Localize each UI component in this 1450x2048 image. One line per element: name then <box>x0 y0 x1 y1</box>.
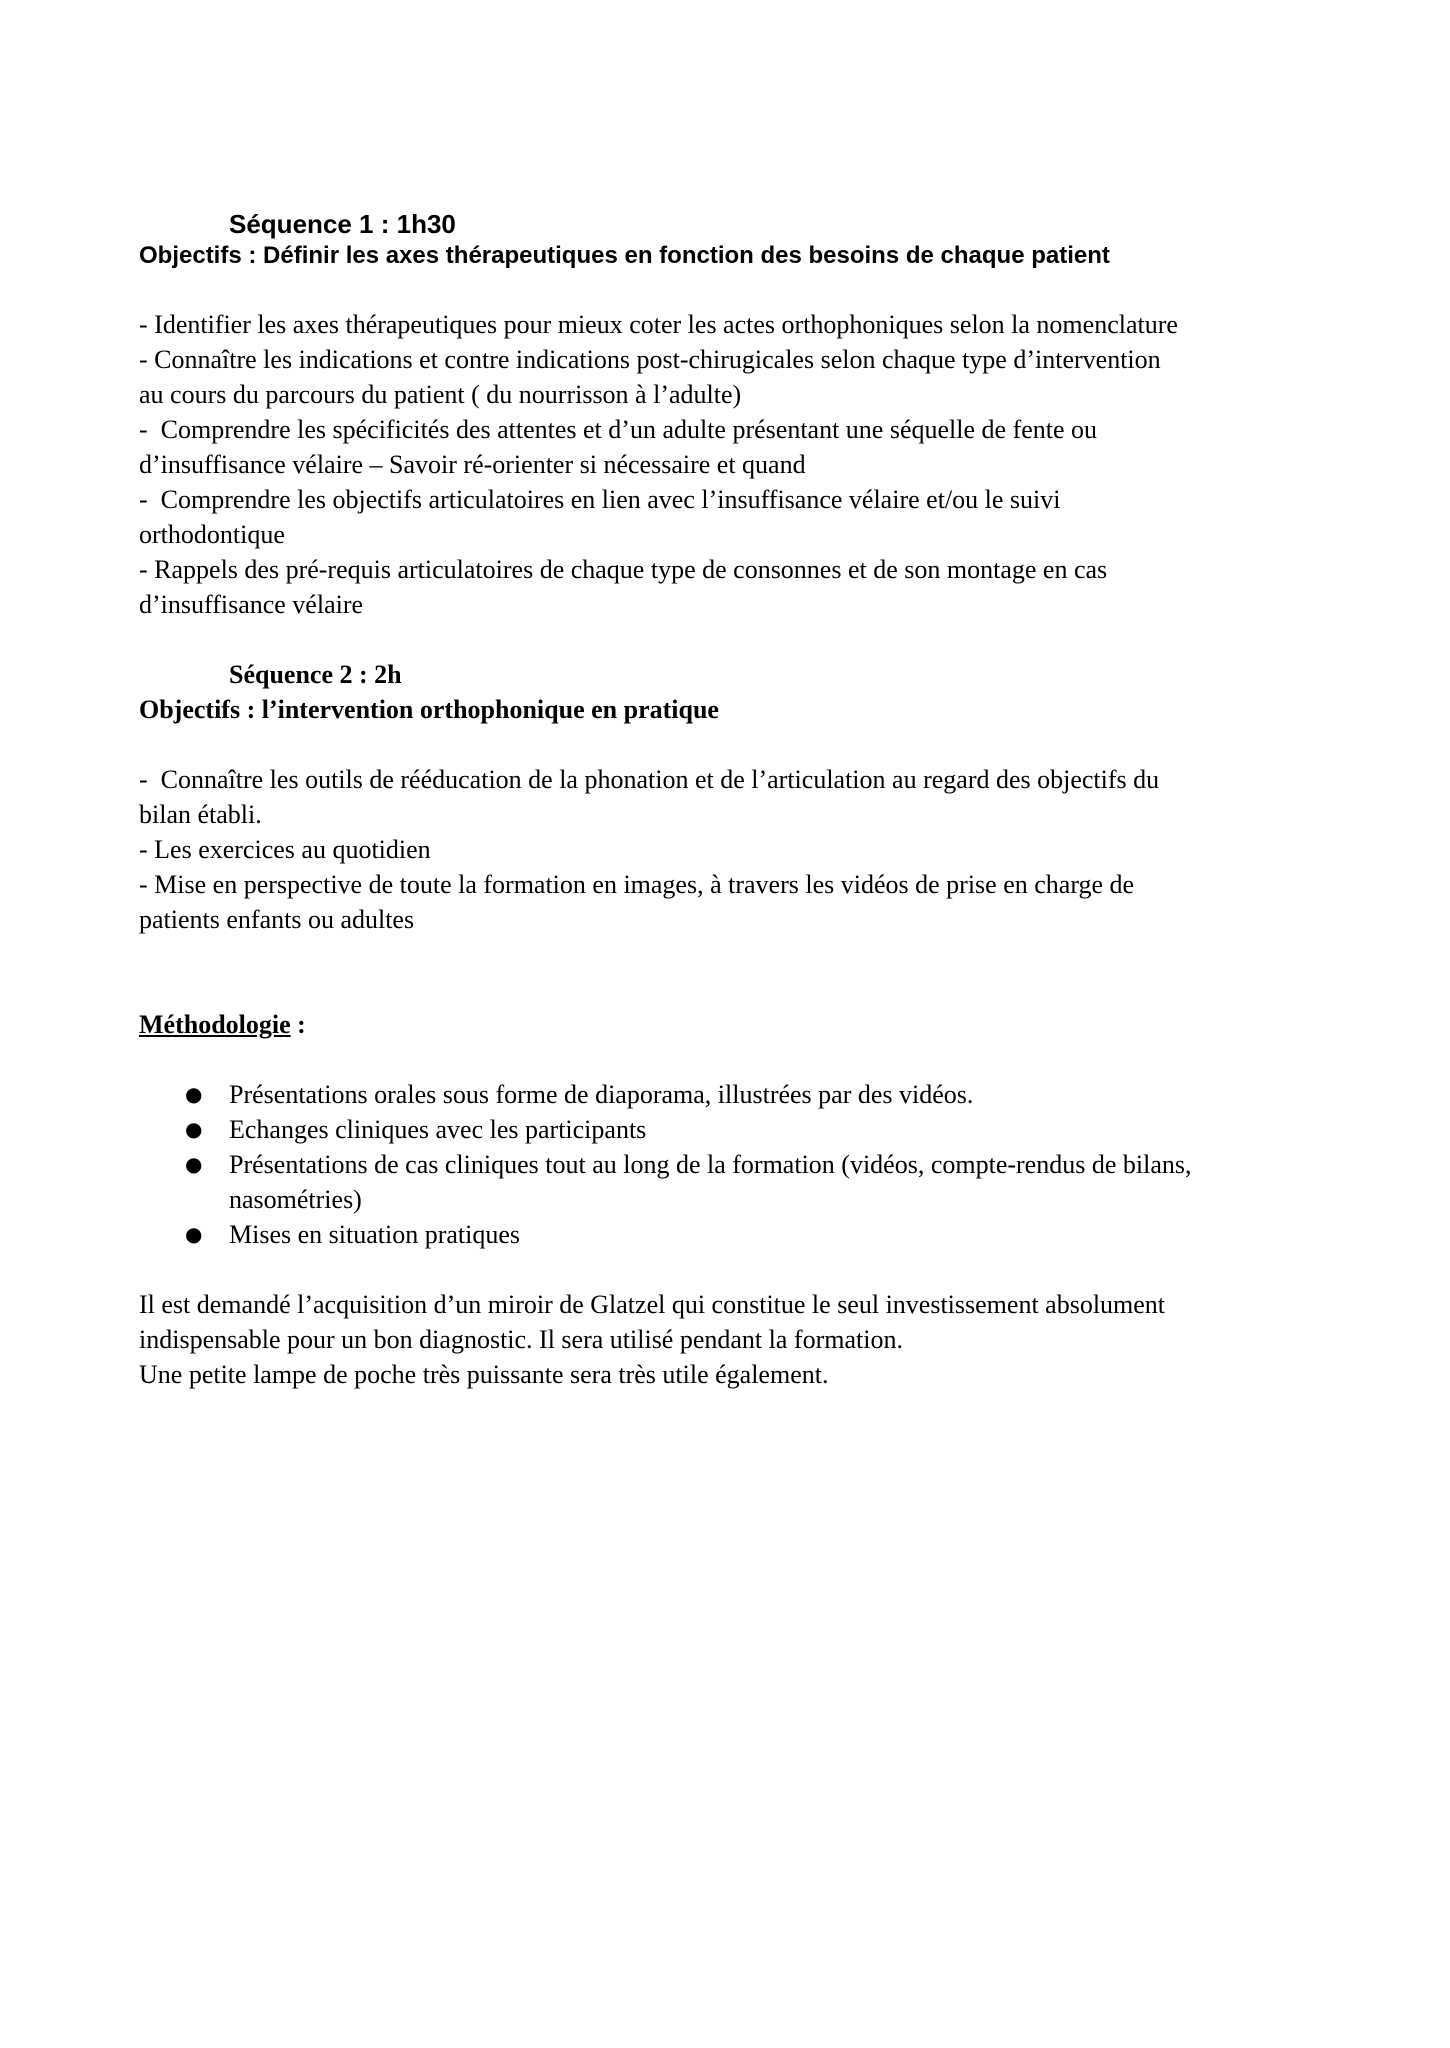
list-item <box>139 1112 1324 1147</box>
list-item <box>139 1077 1324 1112</box>
methodology-title: Méthodologie <box>139 1010 291 1039</box>
spacer <box>139 1042 1324 1077</box>
list-item <box>139 1147 1324 1217</box>
bullet-icon: ● <box>185 1222 203 1246</box>
spacer <box>139 937 1324 1007</box>
list-item-text: Echanges cliniques avec les participants <box>229 1115 647 1144</box>
list-item-text: nasométries) <box>229 1185 362 1214</box>
text-line: - Comprendre les spécificités des attentes et d’un adulte présentant une séquelle de fente ou <box>139 415 1098 444</box>
methodology-heading <box>139 1007 1324 1042</box>
bullet-icon: ● <box>185 1082 203 1106</box>
text-line: d’insuffisance vélaire <box>139 590 364 619</box>
list-item-text: Présentations de cas cliniques tout au long de la formation (vidéos, compte-rendus de bilans, <box>229 1150 1192 1179</box>
bullet-icon: ● <box>185 1152 203 1176</box>
sequence-2-objective: Objectifs : l’intervention orthophonique en pratique <box>139 695 719 724</box>
closing-paragraph <box>139 1287 1324 1392</box>
spacer <box>139 272 1324 307</box>
list-item-text: Présentations orales sous forme de diaporama, illustrées par des vidéos. <box>229 1080 974 1109</box>
text-line: bilan établi. <box>139 800 262 829</box>
text-line: - Les exercices au quotidien <box>139 835 431 864</box>
text-line: - Mise en perspective de toute la formation en images, à travers les vidéos de prise en charge de <box>139 870 1135 899</box>
list-item <box>139 1217 1324 1252</box>
text-line: - Connaître les outils de rééducation de la phonation et de l’articulation au regard des objectifs du <box>139 765 1160 794</box>
document-content <box>139 208 1324 1392</box>
text-line: indispensable pour un bon diagnostic. Il sera utilisé pendant la formation. <box>139 1325 903 1354</box>
list-item-text: Mises en situation pratiques <box>229 1220 521 1249</box>
spacer <box>139 1252 1324 1287</box>
sequence-1-title: Séquence 1 : 1h30 <box>229 209 456 239</box>
text-line: patients enfants ou adultes <box>139 905 415 934</box>
methodology-list <box>139 1077 1324 1252</box>
text-line: - Identifier les axes thérapeutiques pour mieux coter les actes orthophoniques selon la nomenclature <box>139 310 1178 339</box>
text-line: - Connaître les indications et contre indications post-chirugicales selon chaque type d’intervention <box>139 345 1161 374</box>
sequence-2-title: Séquence 2 : 2h <box>229 660 402 689</box>
sequence-1-body <box>139 307 1324 622</box>
spacer <box>139 622 1324 657</box>
spacer <box>139 727 1324 762</box>
sequence-1-objective: Objectifs : Définir les axes thérapeutiques en fonction des besoins de chaque patient <box>139 242 1110 269</box>
text-line: - Rappels des pré-requis articulatoires de chaque type de consonnes et de son montage en cas <box>139 555 1108 584</box>
text-line: Une petite lampe de poche très puissante sera très utile également. <box>139 1360 829 1389</box>
bullet-icon: ● <box>185 1117 203 1141</box>
text-line: - Comprendre les objectifs articulatoires en lien avec l’insuffisance vélaire et/ou le suivi <box>139 485 1061 514</box>
text-line: d’insuffisance vélaire – Savoir ré-orienter si nécessaire et quand <box>139 450 806 479</box>
text-line: Il est demandé l’acquisition d’un miroir de Glatzel qui constitue le seul investissement absolument <box>139 1290 1166 1319</box>
sequence-2-body <box>139 762 1324 937</box>
text-line: au cours du parcours du patient ( du nourrisson à l’adulte) <box>139 380 742 409</box>
text-line: orthodontique <box>139 520 285 549</box>
methodology-colon: : <box>290 1010 306 1039</box>
